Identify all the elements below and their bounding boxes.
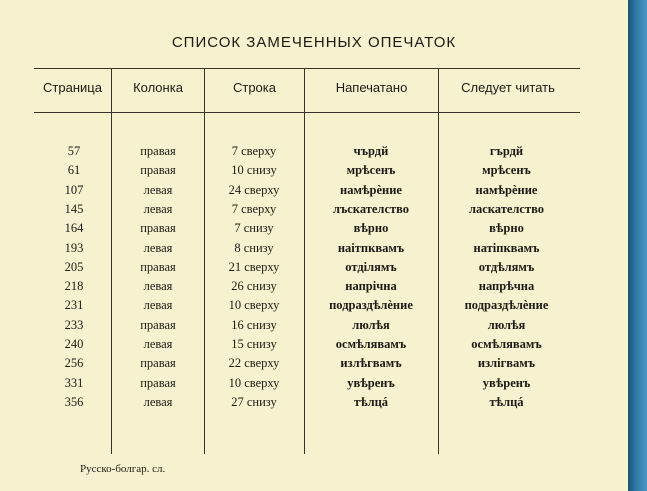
cell-column: левая — [143, 395, 173, 409]
cell-column: левая — [143, 241, 173, 255]
cell-column: левая — [143, 337, 173, 351]
cell-column: правая — [140, 260, 176, 274]
cell-page: 231 — [64, 298, 84, 312]
cell-printed: излѣгвамъ — [340, 356, 402, 370]
cell-column: правая — [140, 221, 176, 235]
cell-line: 22 сверху — [228, 356, 280, 370]
cell-should-read: подраздѣлѐние — [464, 298, 549, 312]
header-line: Строка — [232, 80, 276, 95]
cell-column: левая — [143, 183, 173, 197]
cell-line: 7 снизу — [234, 221, 274, 235]
cell-page: 233 — [64, 318, 84, 332]
cell-printed: намѣрѐние — [340, 183, 402, 197]
page-title: СПИСОК ЗАМЕЧЕННЫХ ОПЕЧАТОК — [171, 34, 457, 51]
table-top-rule — [34, 68, 580, 69]
cell-line: 10 сверху — [228, 298, 280, 312]
cell-line: 21 сверху — [228, 260, 280, 274]
cell-should-read: излiгвамъ — [477, 356, 536, 370]
cell-column: левая — [143, 298, 173, 312]
cell-column: правая — [140, 318, 176, 332]
cell-page: 256 — [64, 356, 84, 370]
cell-printed: подраздѣлѐние — [329, 298, 413, 312]
table-header-rule — [34, 112, 580, 113]
header-should-read: Следует читать — [461, 80, 555, 95]
cell-line: 16 снизу — [231, 318, 277, 332]
cell-page: 57 — [67, 144, 81, 158]
header-printed: Напечатано — [335, 80, 408, 95]
cell-should-read: вѣрно — [489, 221, 524, 235]
cell-line: 24 сверху — [228, 183, 280, 197]
cell-printed: напрiчна — [345, 279, 397, 293]
cell-column: правая — [140, 144, 176, 158]
cell-printed: вѣрно — [353, 221, 389, 235]
cell-should-read: тѣлцá — [489, 395, 524, 409]
cell-printed: люлѣя — [352, 318, 390, 332]
cell-page: 145 — [64, 202, 84, 216]
cell-printed: увѣренъ — [347, 376, 395, 390]
cell-page: 164 — [64, 221, 84, 235]
cell-page: 205 — [64, 260, 84, 274]
cell-line: 7 сверху — [231, 144, 277, 158]
cell-page: 193 — [64, 241, 84, 255]
cell-page: 218 — [64, 279, 84, 293]
cell-line: 27 снизу — [231, 395, 277, 409]
cell-page: 240 — [64, 337, 84, 351]
cell-page: 107 — [64, 183, 84, 197]
cell-printed: наiтпквамъ — [337, 241, 405, 255]
cell-column: правая — [140, 163, 176, 177]
cell-should-read: напрѣчна — [478, 279, 535, 293]
cell-line: 10 сверху — [228, 376, 280, 390]
cell-column: правая — [140, 356, 176, 370]
cell-printed: лъскателство — [332, 202, 410, 216]
cell-should-read: ласкателство — [468, 202, 545, 216]
cell-should-read: осмѣлявамъ — [471, 337, 542, 351]
cell-should-read: отдѣлямъ — [478, 260, 535, 274]
cell-should-read: гърдй — [489, 144, 524, 158]
cell-line: 15 снизу — [231, 337, 277, 351]
cell-printed: мрѣсенъ — [346, 163, 396, 177]
cell-should-read: увѣренъ — [482, 376, 531, 390]
cell-line: 8 снизу — [234, 241, 274, 255]
cell-column: правая — [140, 376, 176, 390]
cell-column: левая — [143, 202, 173, 216]
cell-printed: осмѣлявамъ — [335, 337, 407, 351]
cell-line: 7 сверху — [231, 202, 277, 216]
cell-line: 10 снизу — [231, 163, 277, 177]
cell-page: 331 — [64, 376, 84, 390]
footer-source: Русско-болгар. сл. — [80, 463, 166, 475]
header-column: Колонка — [133, 80, 183, 95]
cell-page: 356 — [64, 395, 84, 409]
page-edge — [628, 0, 647, 491]
cell-printed: отдiлямъ — [345, 260, 397, 274]
cell-printed: чърдй — [353, 144, 389, 158]
cell-should-read: люлѣя — [487, 318, 526, 332]
cell-column: левая — [143, 279, 173, 293]
cell-printed: тѣлцá — [353, 395, 389, 409]
header-page: Страница — [43, 80, 102, 95]
cell-should-read: намѣрѐние — [475, 183, 538, 197]
cell-page: 61 — [67, 163, 81, 177]
cell-should-read: натiпквамъ — [473, 241, 540, 255]
cell-should-read: мрѣсенъ — [482, 163, 531, 177]
cell-line: 26 снизу — [231, 279, 277, 293]
